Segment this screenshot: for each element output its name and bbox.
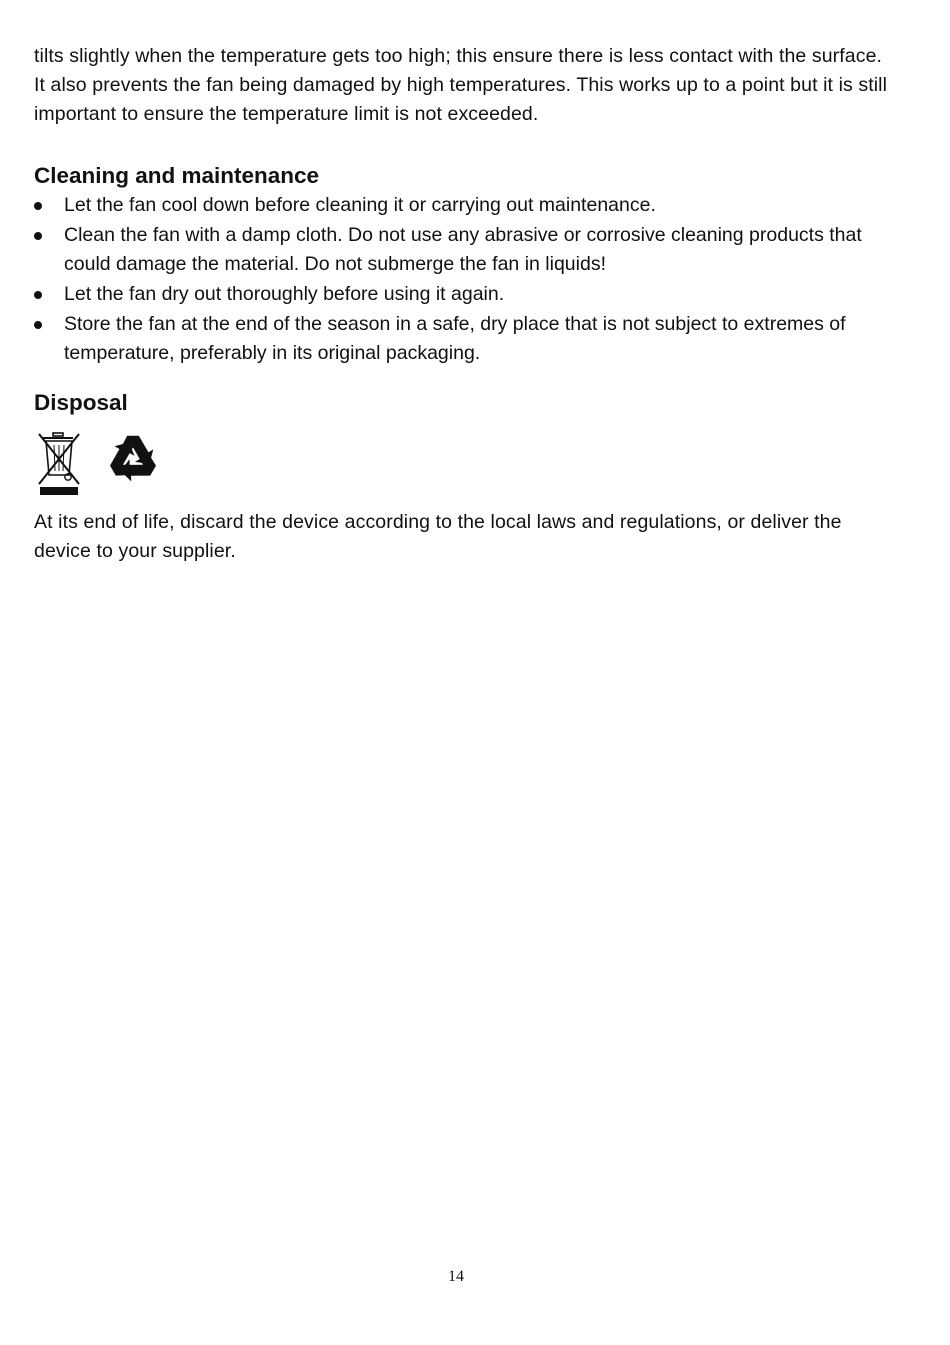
list-item-text: Store the fan at the end of the season in a safe, dry place that is not subject to extremes of temperature, preferably in its original packaging. — [64, 313, 846, 364]
disposal-icons — [34, 430, 894, 500]
crossed-out-wheelie-bin-icon — [34, 430, 84, 498]
list-item — [34, 191, 894, 220]
bullet-icon — [34, 321, 42, 329]
recycle-icon — [102, 430, 164, 488]
list-item-text: Clean the fan with a damp cloth. Do not use any abrasive or corrosive cleaning products that could damage the material. Do not submerge the fan in liquids! — [64, 224, 862, 275]
bullet-icon — [34, 202, 42, 210]
list-item — [34, 310, 894, 368]
list-item — [34, 280, 894, 309]
disposal-paragraph: At its end of life, discard the device according to the local laws and regulations, or deliver the device to your supplier. — [34, 511, 842, 562]
cleaning-list — [34, 191, 894, 368]
document-page — [34, 42, 894, 566]
bullet-icon — [34, 232, 42, 240]
bullet-icon — [34, 291, 42, 299]
page-number: 14 — [448, 1268, 464, 1285]
disposal-heading: Disposal — [34, 390, 128, 415]
cleaning-heading: Cleaning and maintenance — [34, 163, 320, 188]
list-item — [34, 221, 894, 279]
list-item-text: Let the fan cool down before cleaning it or carrying out maintenance. — [64, 194, 656, 216]
intro-paragraph: tilts slightly when the temperature gets too high; this ensure there is less contact with the surface. It also prevents the fan being damaged by high temperatures. This works up to a point but it is still important to ensure the temperature limit is not exceeded. — [34, 45, 888, 125]
list-item-text: Let the fan dry out thoroughly before using it again. — [64, 283, 505, 305]
